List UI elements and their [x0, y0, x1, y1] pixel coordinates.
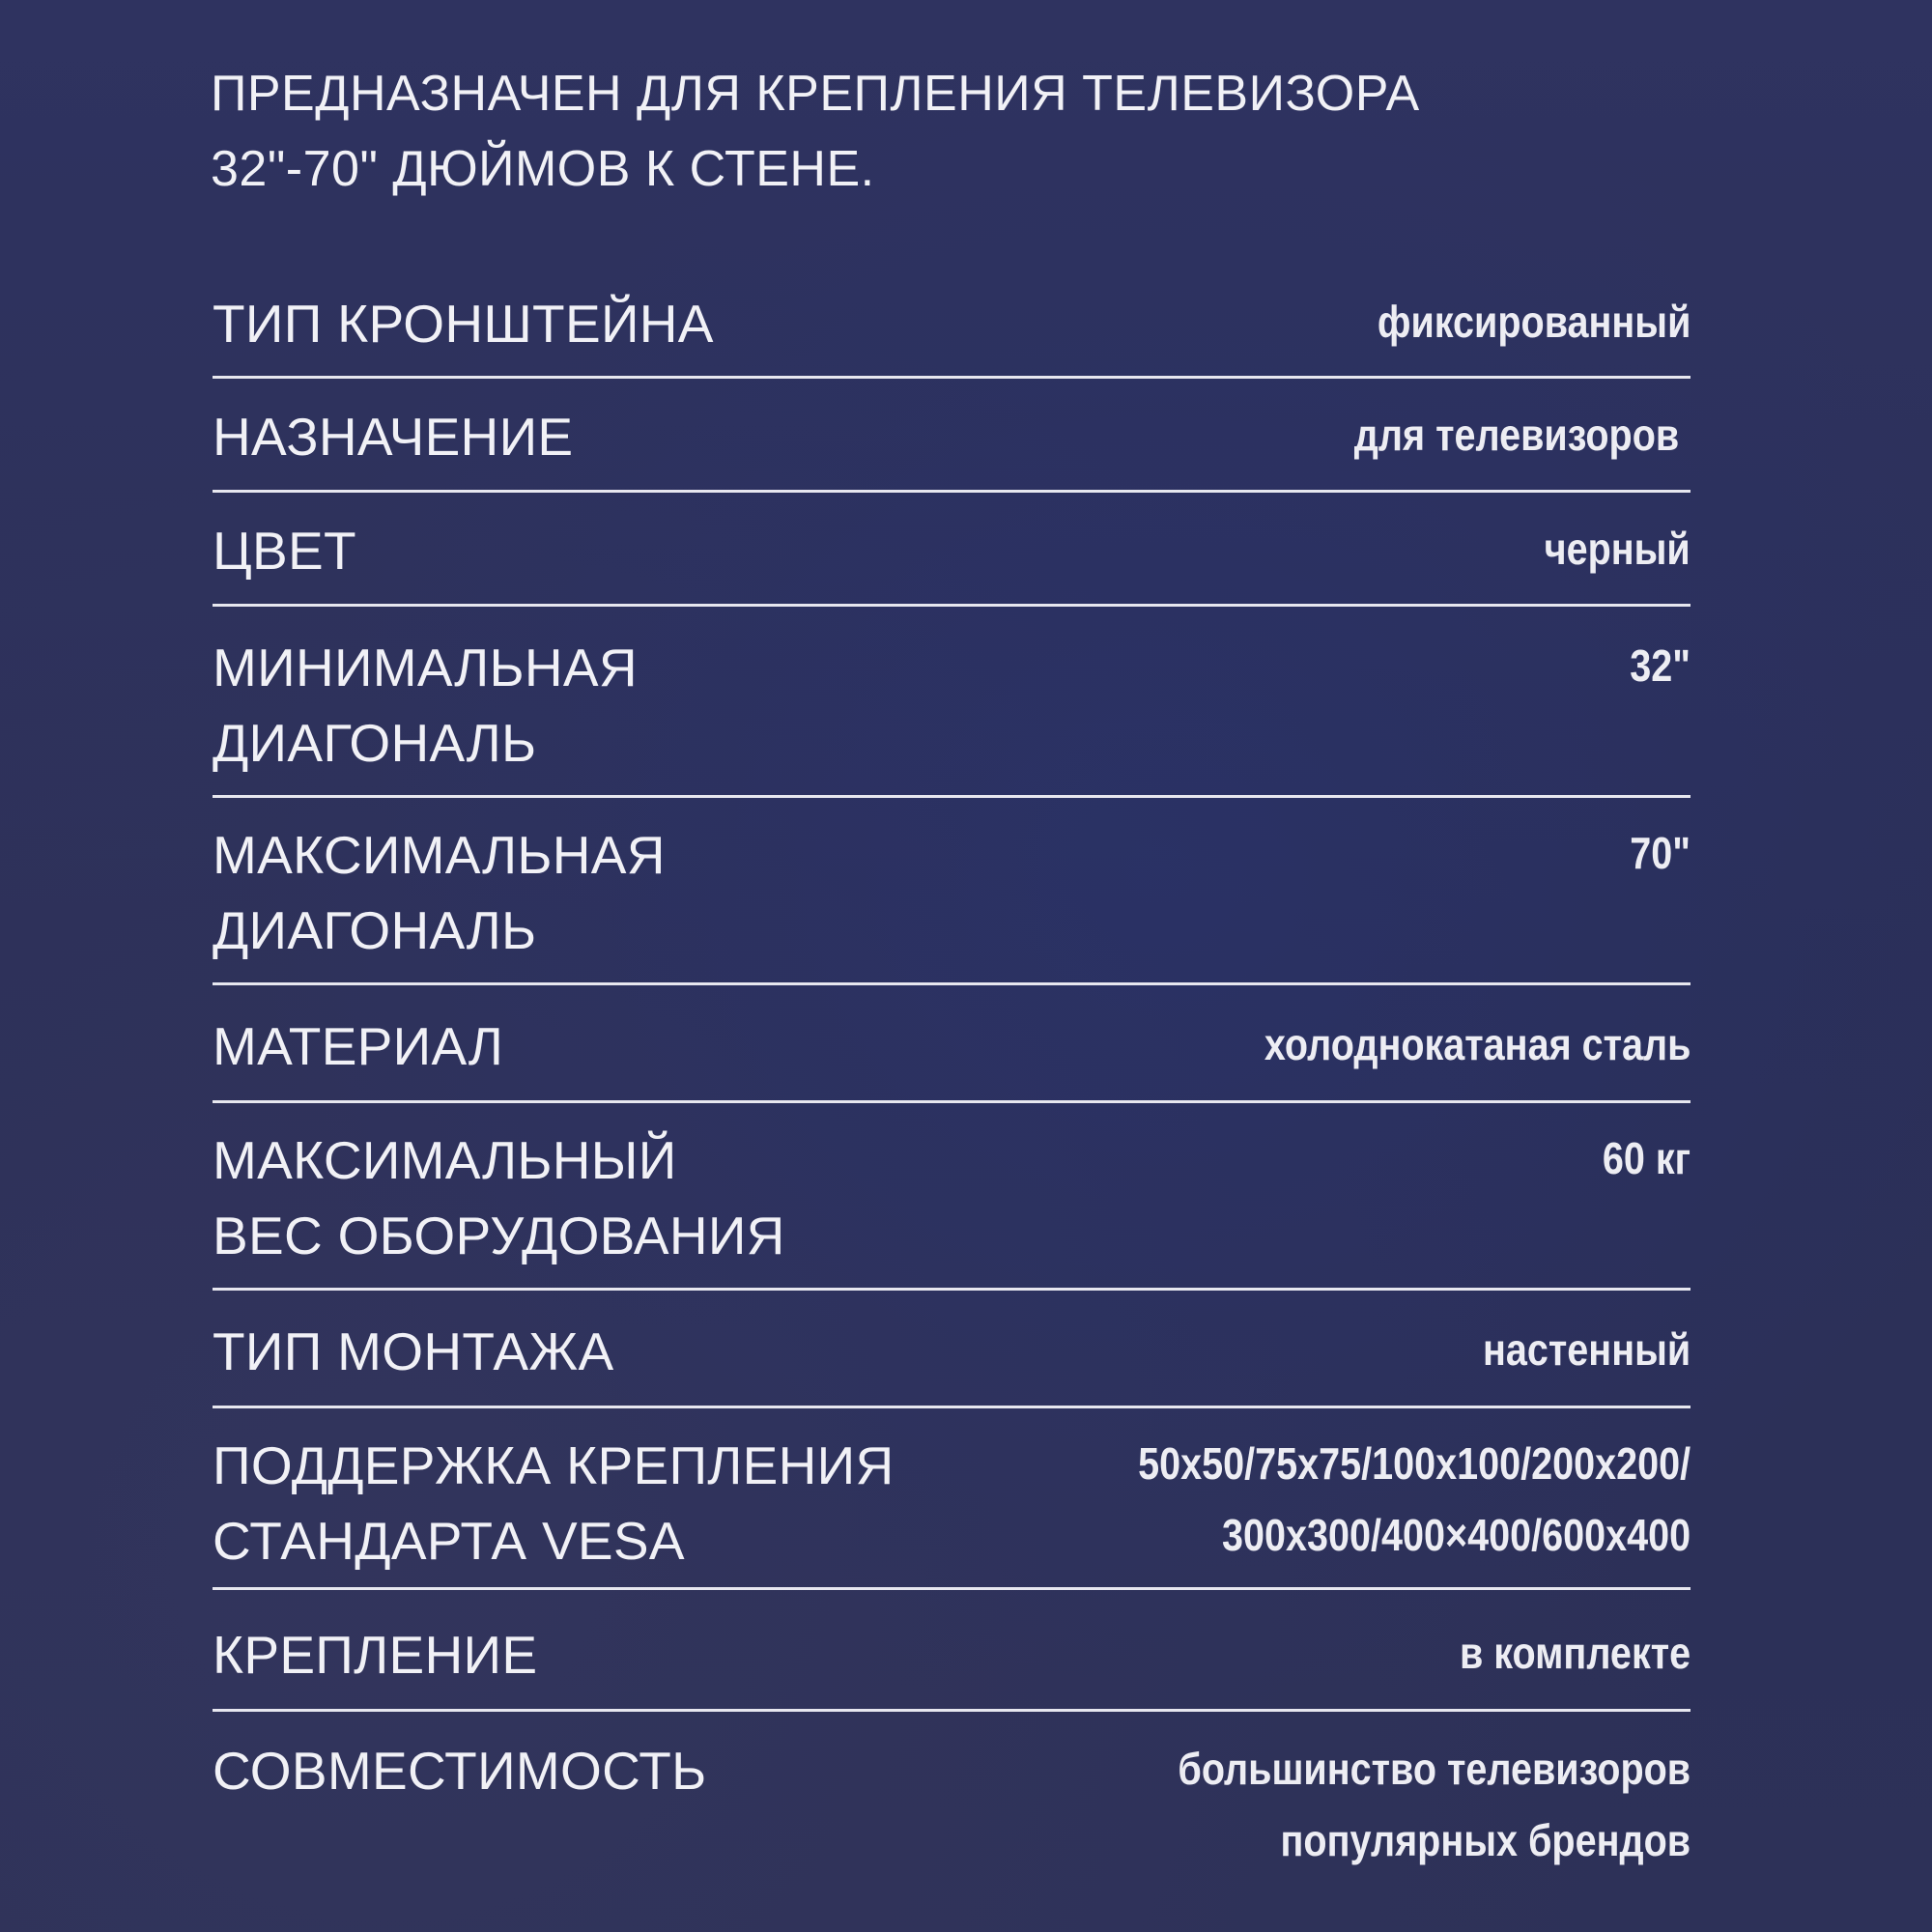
- spec-value: 32": [1630, 640, 1690, 691]
- spec-label: КРЕПЛЕНИЕ: [213, 1625, 538, 1685]
- spec-row-bracket-type: [213, 282, 1690, 379]
- spec-value: для телевизоров: [1353, 410, 1679, 460]
- spec-label: ПОДДЕРЖКА КРЕПЛЕНИЯ СТАНДАРТА VESA: [213, 1435, 895, 1571]
- spec-value: большинство телевизоров популярных брендов: [1178, 1744, 1690, 1865]
- spec-row-fasteners: [213, 1590, 1690, 1712]
- spec-value: 60 кг: [1602, 1133, 1690, 1183]
- intro-text: [211, 56, 1679, 207]
- spec-value: 50x50/75x75/100x100/200x200/ 300x300/400×400/600x400: [1137, 1438, 1690, 1560]
- spec-row-material: [213, 985, 1690, 1103]
- spec-row-compatibility: [213, 1712, 1690, 1876]
- spec-row-max-diagonal: [213, 798, 1690, 985]
- spec-row-purpose: [213, 379, 1690, 493]
- spec-value: фиксированный: [1377, 297, 1690, 347]
- spec-value: настенный: [1482, 1324, 1690, 1375]
- spec-label: ТИП МОНТАЖА: [213, 1321, 614, 1381]
- intro-line-1: ПРЕДНАЗНАЧЕН ДЛЯ КРЕПЛЕНИЯ ТЕЛЕВИЗОРА: [211, 66, 1420, 122]
- spec-value: черный: [1544, 524, 1690, 574]
- spec-row-mount-type: [213, 1291, 1690, 1408]
- spec-label: СОВМЕСТИМОСТЬ: [213, 1741, 707, 1801]
- spec-row-vesa-support: [213, 1408, 1690, 1590]
- intro-line-2: 32"-70" ДЮЙМОВ К СТЕНЕ.: [211, 141, 875, 197]
- spec-row-min-diagonal: [213, 607, 1690, 798]
- spec-label: МИНИМАЛЬНАЯ ДИАГОНАЛЬ: [213, 638, 638, 773]
- spec-table: [213, 282, 1690, 1876]
- spec-label: ЦВЕТ: [213, 521, 356, 581]
- spec-value: в комплекте: [1459, 1628, 1690, 1678]
- spec-label: МАКСИМАЛЬНАЯ ДИАГОНАЛЬ: [213, 825, 666, 960]
- spec-label: МАТЕРИАЛ: [213, 1016, 504, 1076]
- spec-label: НАЗНАЧЕНИЕ: [213, 407, 574, 467]
- spec-value: холоднокатаная сталь: [1264, 1019, 1690, 1069]
- spec-row-color: [213, 493, 1690, 607]
- spec-label: МАКСИМАЛЬНЫЙ ВЕС ОБОРУДОВАНИЯ: [213, 1130, 785, 1265]
- spec-label: ТИП КРОНШТЕЙНА: [213, 294, 714, 354]
- spec-row-max-weight: [213, 1103, 1690, 1291]
- spec-value: 70": [1630, 828, 1690, 878]
